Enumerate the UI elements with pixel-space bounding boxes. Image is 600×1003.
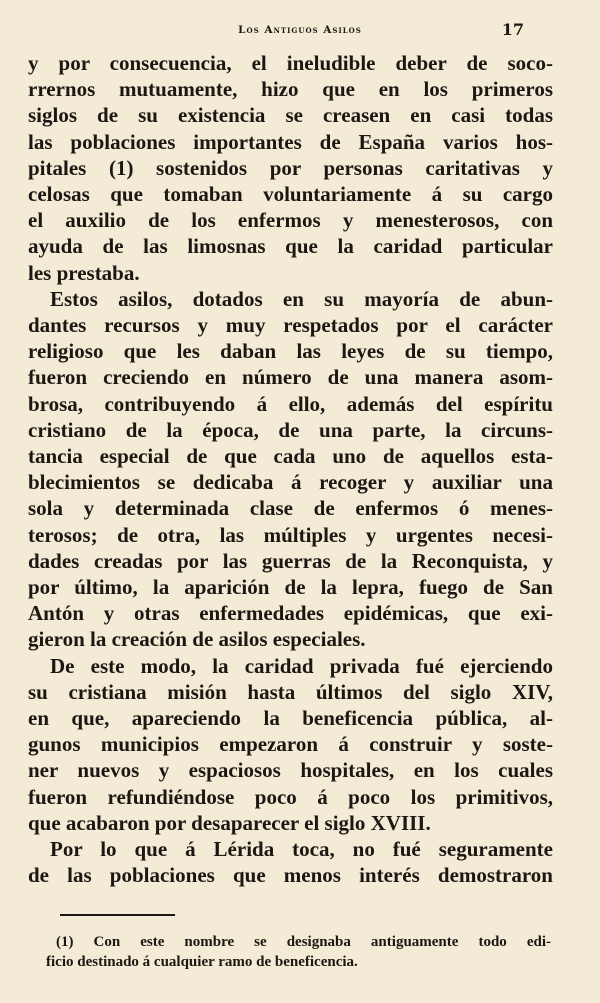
text-line: gunos municipios empezaron á construir y soste- [28, 732, 553, 757]
text-line: en que, apareciendo la beneficencia pública, al- [28, 706, 553, 731]
text-line: les prestaba. [28, 260, 140, 285]
text-line: cristiano de la época, de una parte, la circuns- [28, 417, 553, 442]
running-title: Los Antiguos Asilos [238, 24, 362, 36]
text-line: dades creadas por las guerras de la Reconquista, y [28, 548, 553, 573]
text-line: dantes recursos y muy respetados por el carácter [28, 313, 553, 338]
text-line: por último, la aparición de la lepra, fuego de San [28, 575, 553, 600]
footnote-divider [60, 914, 175, 916]
text-line: fueron refundiéndose poco á poco los primitivos, [28, 784, 553, 809]
text-line: sola y determinada clase de enfermos ó menes- [28, 496, 553, 521]
text-line: que acabaron por desaparecer el siglo XVIII. [28, 810, 431, 835]
text-line: brosa, contribuyendo á ello, además del espíritu [28, 391, 553, 416]
text-line: Por lo que á Lérida toca, no fué seguramente [50, 837, 553, 862]
text-line: su cristiana misión hasta últimos del siglo XIV, [28, 679, 553, 704]
text-line: ner nuevos y espaciosos hospitales, en los cuales [28, 758, 553, 783]
text-line: rrernos mutuamente, hizo que en los primeros [28, 77, 553, 102]
text-line: las poblaciones importantes de España varios hos- [28, 129, 553, 154]
text-line: y por consecuencia, el ineludible deber de soco- [28, 51, 553, 75]
footnote-line: (1) Con este nombre se designaba antiguamente todo edi- [56, 934, 551, 950]
text-line: fueron creciendo en número de una manera asom- [28, 365, 553, 390]
text-line: tancia especial de que cada uno de aquellos esta- [28, 444, 553, 469]
text-line: terosos; de otra, las múltiples y urgentes necesi- [28, 522, 553, 547]
running-head [0, 20, 600, 44]
text-line: blecimientos se dedicaba á recoger y auxiliar una [28, 470, 553, 495]
text-line: Estos asilos, dotados en su mayoría de abun- [50, 286, 553, 311]
text-line: ayuda de las limosnas que la caridad particular [28, 234, 553, 259]
text-line: siglos de su existencia se creasen en casi todas [28, 103, 553, 128]
footnote-line: ficio destinado á cualquier ramo de beneficencia. [46, 954, 358, 970]
text-line: Antón y otras enfermedades epidémicas, que exi- [28, 601, 553, 626]
footnote [46, 932, 551, 972]
page-number: 17 [501, 20, 524, 39]
text-line: pitales (1) sostenidos por personas caritativas y [28, 155, 553, 180]
text-line: religioso que les daban las leyes de su tiempo, [28, 339, 553, 364]
body-text [28, 50, 553, 889]
text-line: gieron la creación de asilos especiales. [28, 627, 366, 652]
text-line: celosas que tomaban voluntariamente á su cargo [28, 182, 553, 207]
text-line: De este modo, la caridad privada fué ejerciendo [50, 653, 553, 678]
text-line: el auxilio de los enfermos y menesterosos, con [28, 208, 553, 233]
text-line: de las poblaciones que menos interés demostraron [28, 863, 553, 888]
